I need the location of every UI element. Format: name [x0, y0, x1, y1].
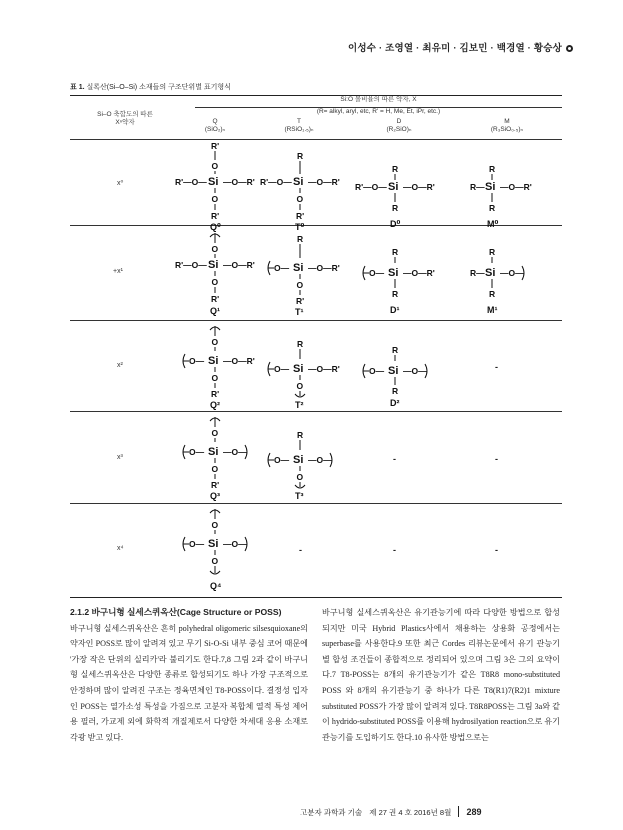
svg-text:O: O [211, 464, 219, 474]
svg-text:—O—R': —O—R' [403, 182, 435, 192]
svg-text:R'—O—: R'—O— [260, 177, 292, 187]
empty-cell-dash: - [299, 545, 302, 555]
svg-text:Si: Si [485, 267, 496, 279]
structure-q2 [183, 326, 255, 410]
svg-text:Si: Si [293, 262, 304, 274]
structure-d1 [363, 247, 435, 315]
empty-cell-dash: - [393, 454, 396, 464]
svg-text:—O—: —O— [223, 539, 247, 549]
svg-text:—O—: —O— [403, 366, 427, 376]
svg-text:O: O [211, 556, 219, 566]
structures-row-x2 [70, 320, 562, 412]
header-molar-ratio: Si:O 몰비율의 따른 약자, X [340, 96, 417, 103]
svg-text:D²: D² [390, 398, 400, 408]
svg-text:—O—R': —O—R' [223, 177, 255, 187]
row-label-x0: x⁰ [117, 180, 124, 187]
svg-text:O: O [211, 373, 219, 383]
row-label-x4: x⁴ [117, 545, 124, 552]
svg-text:R: R [392, 247, 399, 257]
svg-text:Si: Si [208, 355, 219, 367]
svg-text:O: O [296, 280, 304, 290]
table-bottom-rule [70, 597, 562, 598]
svg-text:R: R [392, 345, 399, 355]
column-header-d: D (R₂SiO)ₙ [386, 118, 412, 133]
svg-text:R—: R— [470, 182, 485, 192]
right-column [322, 605, 560, 745]
svg-text:Si: Si [388, 365, 399, 377]
structure-q4 [183, 509, 247, 591]
svg-text:Si: Si [293, 363, 304, 375]
structure-t3 [268, 430, 332, 501]
svg-text:R: R [489, 289, 496, 299]
svg-text:R': R' [211, 294, 220, 304]
structure-m1 [470, 247, 524, 315]
column-header-m: M (R₃SiO₀.₅)ₙ [490, 118, 524, 133]
right-paragraph: 바구니형 실세스퀴옥산은 유기관능기에 따라 다양한 방법으로 합성되지만 미국 Hybrid Plastics사에서 채용하는 상용화 공정에서는 superbase를 사용한다.9 또한 최근 Cordes 리뷰논문에서 유기 관능기별 합성 조건들이 종합적으로 정리되어 있으며 그림 3은 그의 요약이다.7 T8-POSS는 8개의 유기관능기가 같은 T8R8 mono-substituted POSS 와 8개의 유기관능기 중 하나가 다른 T8(R1)7(R2)1 mixture substituted POSS가 가장 많이 알려져 있다. T8R8POSS는 그림 3a와 같이 hydrido-substituted POSS를 이용해 hydrosilyation reaction으로 유기관능기를 도입하기도 한다.10 유사한 방법으로는 [322, 608, 560, 742]
structure-q0 [175, 141, 255, 232]
svg-text:O: O [211, 428, 219, 438]
svg-text:R: R [489, 247, 496, 257]
svg-text:R': R' [296, 211, 305, 221]
svg-text:R: R [489, 164, 496, 174]
svg-text:R: R [297, 430, 304, 440]
empty-cell-dash: - [495, 545, 498, 555]
svg-text:R': R' [211, 480, 220, 490]
svg-text:R: R [489, 203, 496, 213]
svg-text:Q⁴: Q⁴ [210, 581, 222, 591]
empty-cell-dash: - [393, 545, 396, 555]
svg-text:Q²: Q² [210, 400, 220, 410]
table-caption [70, 82, 231, 92]
svg-text:Si: Si [388, 181, 399, 193]
svg-text:R: R [392, 203, 399, 213]
authors-text: 이성수 · 조영열 · 최유미 · 김보민 · 백경열 · 황승상 [348, 43, 562, 54]
structures-row-x3 [70, 411, 562, 503]
svg-text:Si: Si [293, 454, 304, 466]
svg-text:M⁰: M⁰ [487, 219, 499, 229]
row-label-x1: +x¹ [113, 268, 123, 275]
svg-text:—O—R': —O—R' [223, 356, 255, 366]
svg-text:O: O [211, 161, 219, 171]
svg-text:O: O [296, 472, 304, 482]
svg-text:O—: O— [189, 356, 205, 366]
structure-d0 [355, 164, 435, 229]
table-caption-label: 표 1. [70, 84, 85, 91]
structure-d2 [363, 345, 427, 408]
section-title: 2.1.2 바구니형 실세스퀴옥산(Cage Structure or POSS) [70, 607, 282, 617]
svg-text:O—: O— [274, 455, 290, 465]
structure-t2 [268, 339, 340, 410]
svg-text:O—: O— [274, 364, 290, 374]
author-line [348, 40, 573, 54]
svg-text:O: O [296, 381, 304, 391]
svg-text:O: O [211, 520, 219, 530]
issue-info: 제 27 권 4 호 2016년 8월 [369, 808, 452, 817]
svg-text:R—: R— [470, 268, 485, 278]
left-column [70, 605, 308, 745]
svg-text:M¹: M¹ [487, 305, 498, 315]
column-header-t: T (RSiO₁.₅)ₙ [284, 118, 314, 133]
footer-divider [458, 806, 459, 817]
structure-t0 [260, 151, 340, 232]
row-label-x2: x² [117, 362, 123, 369]
svg-text:D¹: D¹ [390, 305, 400, 315]
svg-text:T⁰: T⁰ [295, 222, 305, 232]
svg-text:—O—R': —O—R' [308, 177, 340, 187]
svg-text:T³: T³ [295, 491, 304, 501]
svg-text:Si: Si [208, 538, 219, 550]
structures-row-x1 [70, 225, 562, 320]
svg-text:O—: O— [274, 263, 290, 273]
journal-name: 고분자 과학과 기술 [300, 808, 363, 817]
svg-text:Si: Si [208, 176, 219, 188]
svg-text:D⁰: D⁰ [390, 219, 401, 229]
column-header-q: Q (SiO₂)ₙ [204, 118, 226, 133]
svg-text:O: O [211, 277, 219, 287]
structure-m0 [470, 164, 532, 229]
svg-text:R'—O—: R'—O— [175, 260, 207, 270]
svg-text:—O—: —O— [500, 268, 524, 278]
svg-text:O: O [211, 194, 219, 204]
page-number: 289 [466, 807, 482, 817]
table-caption-text: 실록산(Si–O–Si) 소재들의 구조단위별 표기형식 [86, 84, 231, 91]
structure-t1 [268, 234, 340, 317]
svg-text:Si: Si [208, 446, 219, 458]
header-substituents: (R= alkyl, aryl, etc, R' = H, Me, Et, iPr, etc.) [316, 108, 441, 115]
svg-text:—O—R': —O—R' [403, 268, 435, 278]
svg-text:Si: Si [293, 176, 304, 188]
page-footer [300, 806, 482, 818]
svg-text:Si: Si [208, 259, 219, 271]
svg-text:R: R [392, 164, 399, 174]
svg-text:R: R [297, 234, 304, 244]
svg-text:Q⁰: Q⁰ [210, 222, 221, 232]
svg-text:R: R [392, 289, 399, 299]
svg-text:O: O [211, 244, 219, 254]
svg-text:O—: O— [189, 447, 205, 457]
empty-cell-dash: - [495, 454, 498, 464]
structure-q1 [175, 233, 255, 316]
svg-text:R'—O—: R'—O— [355, 182, 387, 192]
svg-text:—O—R': —O—R' [308, 364, 340, 374]
svg-text:Q¹: Q¹ [210, 306, 220, 316]
left-paragraph: 바구니형 실세스퀴옥산은 흔히 polyhedral oligomeric silsesquioxane의 약자인 POSS로 많이 알려져 있고 무기 Si-O-Si 내부 중심 코어 때문에 '가장 작은 단위의 실리카'라 불리기도 한다.7,8 그림 2과 같이 바구니형 실세스퀴옥산은 다양한 종류로 합성되기도 하나 가장 구조적으로 안정하며 많이 알려진 구조는 정육면체인 T8-POSS이다. 결정성 입자인 POSS는 열가소성 특성을 가짐으로 고분자 복합체 열적 특성 제어용 필러, 가교제 외에 화학적 개질제로서 다양한 차세대 응용 소재로 각광 받고 있다. [70, 623, 308, 742]
siloxane-notation-table [70, 95, 562, 597]
svg-text:—O—R': —O—R' [308, 263, 340, 273]
svg-text:—O—R': —O—R' [223, 260, 255, 270]
structures-row-x4 [70, 503, 562, 597]
svg-text:T²: T² [295, 400, 304, 410]
svg-text:Si: Si [485, 181, 496, 193]
circle-bullet-icon [566, 45, 573, 52]
svg-text:—O—: —O— [308, 455, 332, 465]
row-label-x3: x³ [117, 454, 123, 461]
svg-text:O: O [296, 194, 304, 204]
svg-text:O—: O— [369, 268, 385, 278]
svg-text:R'—O—: R'—O— [175, 177, 207, 187]
svg-text:—O—R': —O—R' [500, 182, 532, 192]
svg-text:R': R' [211, 141, 220, 151]
svg-text:O—: O— [369, 366, 385, 376]
svg-text:T¹: T¹ [295, 307, 304, 317]
structure-q3 [183, 417, 247, 501]
structures-row-x0 [70, 135, 562, 232]
svg-text:R': R' [211, 389, 220, 399]
svg-text:O: O [211, 337, 219, 347]
svg-text:Si: Si [388, 267, 399, 279]
header-condensation: Si–O 축합도의 따른 Xⁿ약자 [97, 111, 153, 126]
svg-text:O—: O— [189, 539, 205, 549]
svg-text:R: R [297, 151, 304, 161]
svg-text:R: R [392, 386, 399, 396]
svg-text:R': R' [211, 211, 220, 221]
svg-text:R': R' [296, 296, 305, 306]
svg-text:—O—: —O— [223, 447, 247, 457]
empty-cell-dash: - [495, 362, 498, 372]
svg-text:Q³: Q³ [210, 491, 220, 501]
svg-text:R: R [297, 339, 304, 349]
